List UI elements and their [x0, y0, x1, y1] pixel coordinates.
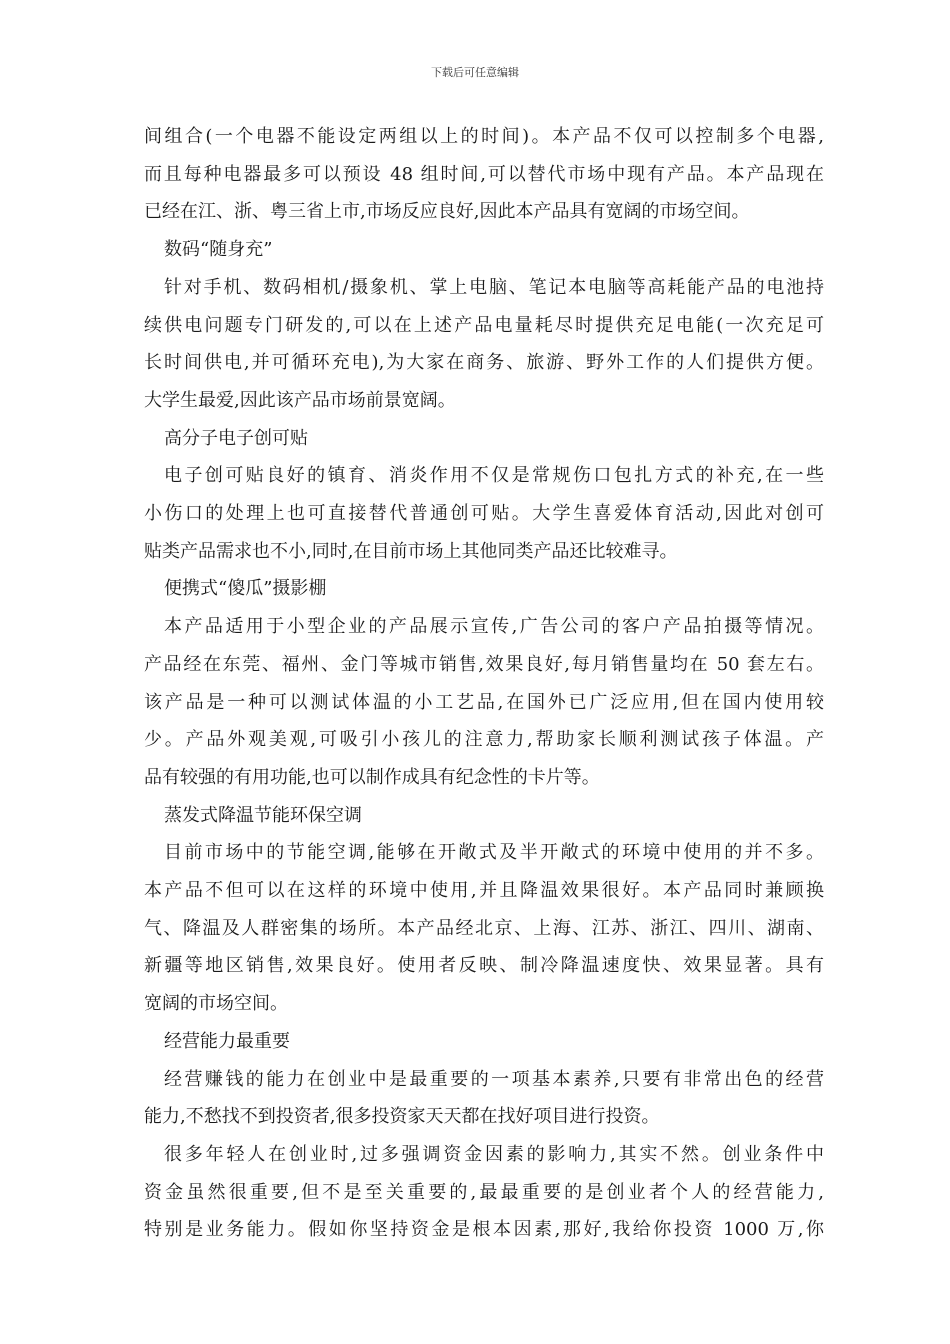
- text-line: 能力,不愁找不到投资者,很多投资家天天都在找好项目进行投资。: [144, 1106, 660, 1128]
- text-line: 针对手机、数码相机/摄象机、掌上电脑、笔记本电脑等高耗能产品的电池持: [164, 276, 824, 298]
- text-line: 已经在江、浙、粤三省上市,市场反应良好,因此本产品具有宽阔的市场空间。: [144, 201, 750, 223]
- text-line: 贴类产品需求也不小,同时,在目前市场上其他同类产品还比较难寻。: [144, 540, 678, 562]
- text-line: 电子创可贴良好的镇育、消炎作用不仅是常规伤口包扎方式的补充,在一些: [164, 465, 824, 487]
- text-line: 该产品是一种可以测试体温的小工艺品,在国外已广泛应用,但在国内使用较: [144, 691, 824, 713]
- text-line: 而且每种电器最多可以预设 48 组时间,可以替代市场中现有产品。本产品现在: [144, 163, 824, 185]
- text-line: 宽阔的市场空间。: [144, 993, 288, 1015]
- text-line: 经营赚钱的能力在创业中是最重要的一项基本素养,只要有非常出色的经营: [164, 1068, 824, 1090]
- text-line: 长时间供电,并可循环充电),为大家在商务、旅游、野外工作的人们提供方便。: [144, 352, 824, 374]
- section-heading: 蒸发式降温节能环保空调: [164, 804, 362, 826]
- text-line: 间组合(一个电器不能设定两组以上的时间)。本产品不仅可以控制多个电器,: [144, 126, 824, 147]
- text-line: 产品经在东莞、福州、金门等城市销售,效果良好,每月销售量均在 50 套左右。: [144, 653, 824, 675]
- text-line: 本产品适用于小型企业的产品展示宣传,广告公司的客户产品拍摄等情况。: [164, 616, 824, 638]
- section-heading: 数码“随身充”: [164, 239, 273, 261]
- text-line: 本产品不但可以在这样的环境中使用,并且降温效果很好。本产品同时兼顾换: [144, 880, 824, 902]
- text-line: 品有较强的有用功能,也可以制作成具有纪念性的卡片等。: [144, 766, 600, 788]
- section-heading: 便携式“傻瓜”摄影棚: [164, 578, 327, 600]
- page-header: 下载后可任意编辑: [431, 66, 519, 79]
- text-line: 大学生最爱,因此该产品市场前景宽阔。: [144, 389, 456, 411]
- text-line: 续供电问题专门研发的,可以在上述产品电量耗尽时提供充足电能(一次充足可: [144, 314, 824, 336]
- section-heading: 经营能力最重要: [164, 1030, 290, 1052]
- text-line: 目前市场中的节能空调,能够在开敞式及半开敞式的环境中使用的并不多。: [164, 842, 824, 864]
- text-line: 气、降温及人群密集的场所。本产品经北京、上海、江苏、浙江、四川、湖南、: [144, 917, 824, 939]
- text-line: 很多年轻人在创业时,过多强调资金因素的影响力,其实不然。创业条件中: [164, 1143, 824, 1165]
- text-line: 特别是业务能力。假如你坚持资金是根本因素,那好,我给你投资 1000 万,你: [144, 1219, 824, 1241]
- text-line: 新疆等地区销售,效果良好。使用者反映、制冷降温速度快、效果显著。具有: [144, 955, 824, 977]
- text-line: 少。产品外观美观,可吸引小孩儿的注意力,帮助家长顺利测试孩子体温。产: [144, 729, 824, 751]
- document-body: [144, 118, 824, 1249]
- text-line: 资金虽然很重要,但不是至关重要的,最最重要的是创业者个人的经营能力,: [144, 1181, 824, 1203]
- section-heading: 高分子电子创可贴: [164, 427, 308, 449]
- text-line: 小伤口的处理上也可直接替代普通创可贴。大学生喜爱体育活动,因此对创可: [144, 503, 824, 525]
